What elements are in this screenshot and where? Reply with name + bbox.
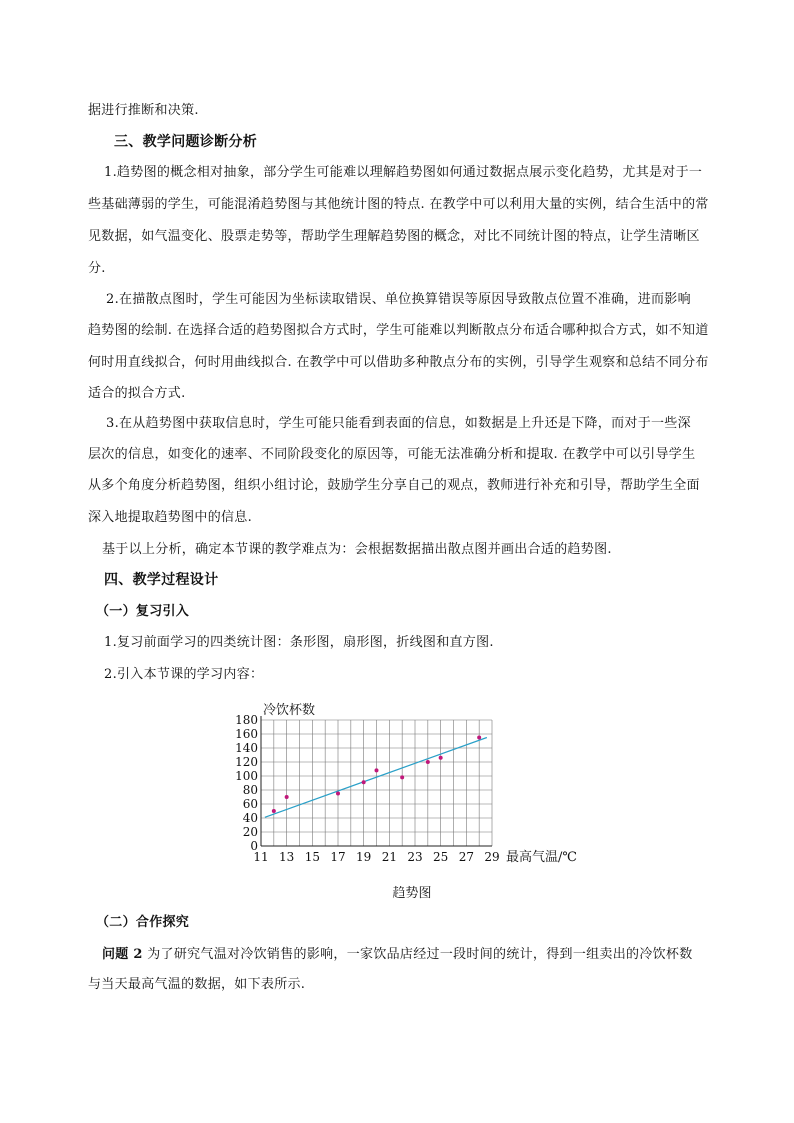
y-tick-label: 40 [242, 811, 258, 825]
x-tick-label: 17 [330, 850, 346, 864]
text-line: 分. [88, 261, 106, 276]
y-tick-label: 20 [242, 825, 258, 839]
problem-line-2: 与当天最高气温的数据，如下表所示. [88, 977, 306, 992]
section-heading-4: 四、教学过程设计 [104, 572, 219, 588]
y-tick-label: 60 [242, 797, 258, 811]
text-line: 2.在描散点图时，学生可能因为坐标读取错误、单位换算错误等原因导致散点位置不准确，进而影响 [106, 292, 691, 307]
text-line: 见数据，如气温变化、股票走势等，帮助学生理解趋势图的概念，对比不同统计图的特点，让学生清晰区 [88, 229, 700, 244]
x-tick-label: 23 [407, 850, 423, 864]
text-line: 1.复习前面学习的四类统计图：条形图，扇形图，折线图和直方图. [104, 635, 494, 650]
chart-caption: 趋势图 [392, 886, 432, 901]
data-point [285, 795, 289, 799]
x-tick-label: 15 [304, 850, 320, 864]
text-line: 1.趋势图的概念相对抽象，部分学生可能难以理解趋势图如何通过数据点展示变化趋势，尤其是对于一 [104, 165, 703, 180]
x-tick-label: 19 [356, 850, 372, 864]
y-tick-label: 120 [235, 755, 258, 769]
y-tick-label: 0 [250, 839, 258, 853]
text-line: 适合的拟合方式. [88, 386, 186, 401]
text-line: 何时用直线拟合，何时用曲线拟合. 在教学中可以借助多种散点分布的实例，引导学生观察和总结不同分布 [88, 355, 709, 370]
data-point [439, 756, 443, 760]
problem-line-1 [102, 946, 742, 964]
data-point [362, 780, 366, 784]
data-point [375, 768, 379, 772]
data-point [400, 775, 404, 779]
x-axis-label: 最高气温/℃ [506, 850, 577, 865]
x-tick-label: 25 [433, 850, 449, 864]
problem-label: 问题 2 [102, 947, 143, 962]
x-tick-label: 29 [484, 850, 500, 864]
x-tick-label: 21 [381, 850, 397, 864]
subsection-heading-2: （二）合作探究 [96, 915, 190, 930]
section-heading-3: 三、教学问题诊断分析 [114, 134, 257, 150]
text-line: 趋势图的绘制. 在选择合适的趋势图拟合方式时，学生可能难以判断散点分布适合哪种拟合方式，如不知道 [88, 323, 709, 338]
y-tick-label: 100 [235, 769, 258, 783]
text-line: 深入地提取趋势图中的信息. [88, 510, 253, 525]
problem-text: 为了研究气温对冷饮销售的影响，一家饮品店经过一段时间的统计，得到一组卖出的冷饮杯数 [142, 947, 693, 962]
data-point [272, 809, 276, 813]
data-point [477, 736, 481, 740]
x-tick-label: 13 [279, 850, 295, 864]
trend-chart [226, 698, 596, 868]
text-line: 2.引入本节课的学习内容： [104, 667, 264, 682]
text-line: 层次的信息，如变化的速率、不同阶段变化的原因等，可能无法准确分析和提取. 在教学中可以引导学生 [88, 447, 696, 462]
data-point [336, 792, 340, 796]
y-tick-label: 80 [242, 783, 258, 797]
text-line: 些基础薄弱的学生，可能混淆趋势图与其他统计图的特点. 在教学中可以利用大量的实例，结合生活中的常 [88, 197, 709, 212]
y-axis-label: 冷饮杯数 [263, 703, 316, 718]
x-tick-label: 11 [253, 850, 269, 864]
data-point [426, 760, 430, 764]
text-line: 3.在从趋势图中获取信息时，学生可能只能看到表面的信息，如数据是上升还是下降，而对于一些深 [106, 416, 691, 431]
subsection-heading-1: （一）复习引入 [96, 604, 190, 619]
y-tick-label: 180 [235, 713, 258, 727]
y-tick-label: 140 [235, 741, 258, 755]
y-tick-label: 160 [235, 727, 258, 741]
text-line: 基于以上分析，确定本节课的教学难点为：会根据数据描出散点图并画出合适的趋势图. [102, 542, 612, 557]
x-tick-label: 27 [458, 850, 474, 864]
text-line: 从多个角度分析趋势图，组织小组讨论，鼓励学生分享自己的观点，教师进行补充和引导，帮助学生全面 [88, 478, 700, 493]
text-line: 据进行推断和决策. [88, 103, 199, 118]
